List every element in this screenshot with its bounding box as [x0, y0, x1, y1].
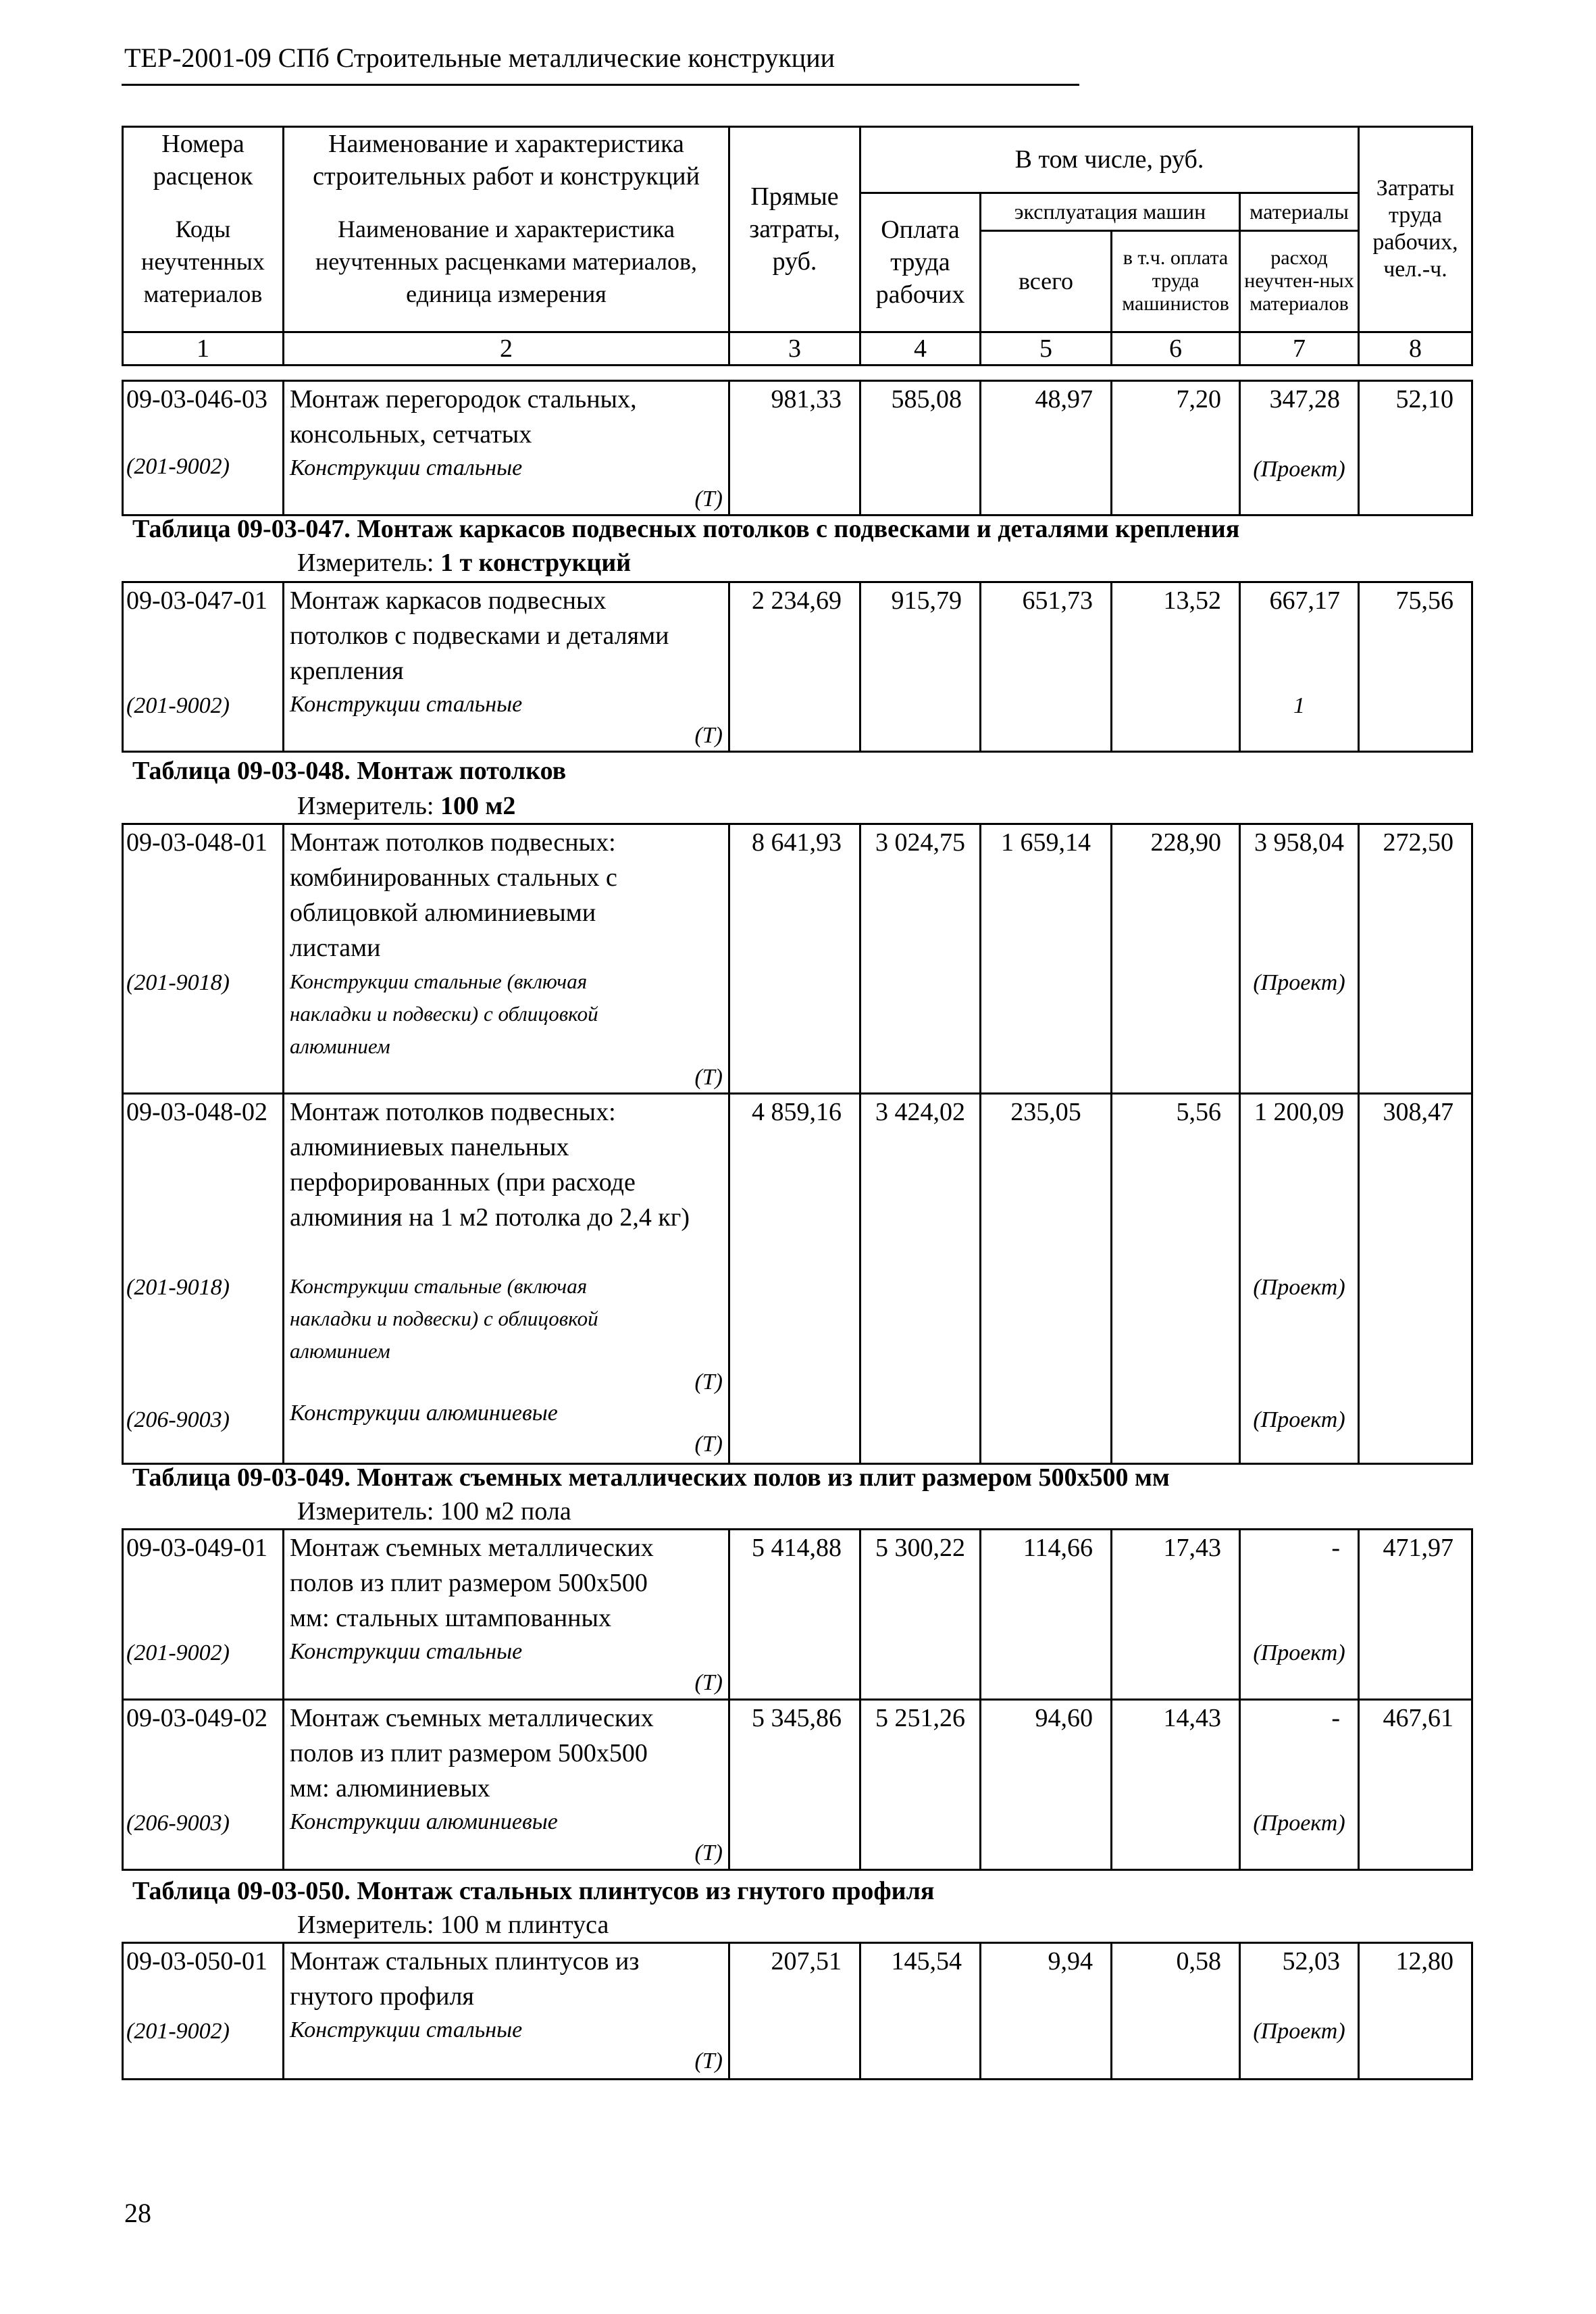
material-name-line: алюминием — [290, 1339, 390, 1363]
value-machine-labor: 0,58 — [1112, 1943, 1240, 2080]
rate-code-cell — [123, 582, 284, 752]
rate-name-line: Монтаж стальных плинтусов из — [290, 1947, 640, 1976]
measure-050 — [297, 1909, 609, 1940]
rate-code: 09-03-046-03 — [126, 385, 267, 413]
rate-code: 09-03-048-01 — [126, 828, 267, 857]
col-num-6: 6 — [1112, 332, 1240, 365]
materials-cell — [1240, 824, 1359, 1094]
measure-value: 100 м2 — [440, 792, 516, 820]
value-labor: 3 424,02 — [860, 1094, 981, 1464]
rate-name-cell — [284, 381, 729, 515]
col-num-8: 8 — [1359, 332, 1472, 365]
table-row — [123, 1700, 1472, 1870]
material-name: Конструкции стальные — [290, 455, 523, 480]
rate-name-line: листами — [290, 934, 381, 962]
value-hours: 467,61 — [1359, 1700, 1472, 1870]
material-project: (Проект) — [1253, 1811, 1345, 1836]
material-code: (201-9002) — [126, 693, 230, 718]
header-code-top: Номера расценок — [123, 127, 284, 193]
value-materials: - — [1331, 1704, 1340, 1732]
rate-name-line: крепления — [290, 657, 404, 685]
header-name-top: Наименование и характеристика строительных работ и конструкций — [284, 127, 729, 193]
value-direct: 8 641,93 — [729, 824, 860, 1094]
materials-cell — [1240, 582, 1359, 752]
col-num-1: 1 — [123, 332, 284, 365]
value-machines: 1 659,14 — [981, 824, 1112, 1094]
rate-name-line: Монтаж потолков подвесных: — [290, 828, 616, 857]
value-labor: 145,54 — [860, 1943, 981, 2080]
rate-name-cell — [284, 1094, 729, 1464]
measure-047 — [297, 547, 631, 578]
measure-label: Измеритель: — [297, 1497, 434, 1526]
measure-label: Измеритель: — [297, 792, 434, 820]
rate-code: 09-03-049-02 — [126, 1704, 267, 1732]
rate-code-cell — [123, 824, 284, 1094]
rate-table-049 — [122, 1528, 1473, 1871]
table-row — [123, 1530, 1472, 1700]
value-machine-labor: 5,56 — [1112, 1094, 1240, 1464]
material-name-line: накладки и подвески) с облицовкой — [290, 1002, 598, 1026]
measure-label: Измеритель: — [297, 1911, 434, 1939]
rate-name-cell — [284, 1530, 729, 1700]
material-code: (206-9003) — [126, 1811, 230, 1836]
value-materials: - — [1331, 1534, 1340, 1562]
header-labor-pay: Оплата труда рабочих — [860, 193, 981, 332]
t-mark: (Т) — [694, 2048, 723, 2073]
value-direct: 207,51 — [729, 1943, 860, 2080]
rate-code-cell — [123, 1094, 284, 1464]
header-machines-total: всего — [981, 230, 1112, 332]
value-hours: 75,56 — [1359, 582, 1472, 752]
table-title-049: Таблица 09-03-049. Монтаж съемных металлических полов из плит размером 500х500 мм — [132, 1463, 1170, 1492]
table-title-050: Таблица 09-03-050. Монтаж стальных плинтусов из гнутого профиля — [132, 1877, 935, 1905]
rate-code: 09-03-048-02 — [126, 1098, 267, 1126]
rate-name-cell — [284, 582, 729, 752]
page-number: 28 — [124, 2198, 151, 2228]
rate-name-line: алюминия на 1 м2 потолка до 2,4 кг) — [290, 1203, 690, 1232]
rate-name-line: потолков с подвесками и деталями — [290, 622, 669, 650]
rate-table-050 — [122, 1942, 1473, 2080]
table-row — [123, 824, 1472, 1094]
rate-code-cell — [123, 381, 284, 515]
material-quantity: 1 — [1293, 693, 1305, 718]
materials-cell — [1240, 1943, 1359, 2080]
material-name-2: Конструкции алюминиевые — [290, 1401, 558, 1426]
rate-name-cell — [284, 1700, 729, 1870]
t-mark: (Т) — [694, 723, 723, 748]
table-title-047: Таблица 09-03-047. Монтаж каркасов подвесных потолков с подвесками и деталями крепления — [132, 515, 1240, 543]
t-mark: (Т) — [694, 1840, 723, 1865]
rate-name-line: консольных, сетчатых — [290, 420, 532, 449]
rate-name-line: полов из плит размером 500х500 — [290, 1569, 648, 1597]
rate-code-cell — [123, 1943, 284, 2080]
col-num-4: 4 — [860, 332, 981, 365]
rate-name-line: Монтаж потолков подвесных: — [290, 1098, 616, 1126]
rate-table-046 — [122, 380, 1473, 516]
header-materials: материалы — [1240, 193, 1359, 230]
value-hours: 272,50 — [1359, 824, 1472, 1094]
value-labor: 585,08 — [860, 381, 981, 515]
rate-name-line: мм: стальных штампованных — [290, 1604, 612, 1632]
value-machine-labor: 228,90 — [1112, 824, 1240, 1094]
value-materials: 1 200,09 — [1254, 1098, 1344, 1126]
value-labor: 915,79 — [860, 582, 981, 752]
value-machines: 9,94 — [981, 1943, 1112, 2080]
header-machines: эксплуатация машин — [981, 193, 1240, 230]
rate-name-line: комбинированных стальных с — [290, 863, 617, 892]
header-direct-costs: Прямые затраты, руб. — [729, 127, 860, 332]
rate-table-047 — [122, 581, 1473, 753]
header-including: В том числе, руб. — [860, 127, 1359, 193]
rate-name-line: облицовкой алюминиевыми — [290, 899, 596, 927]
material-code: (201-9002) — [126, 1640, 230, 1665]
col-num-5: 5 — [981, 332, 1112, 365]
header-code-bottom: Коды неучтенных материалов — [123, 193, 284, 332]
rate-name-line: Монтаж перегородок стальных, — [290, 385, 637, 413]
col-num-3: 3 — [729, 332, 860, 365]
value-direct: 5 345,86 — [729, 1700, 860, 1870]
material-project: (Проект) — [1253, 1640, 1345, 1665]
value-direct: 5 414,88 — [729, 1530, 860, 1700]
value-machine-labor: 14,43 — [1112, 1700, 1240, 1870]
value-materials: 667,17 — [1269, 586, 1340, 615]
value-hours: 308,47 — [1359, 1094, 1472, 1464]
value-direct: 981,33 — [729, 381, 860, 515]
value-hours: 52,10 — [1359, 381, 1472, 515]
rate-name-line: Монтаж съемных металлических — [290, 1534, 654, 1562]
material-code: (201-9002) — [126, 454, 230, 479]
value-materials: 3 958,04 — [1254, 828, 1344, 857]
rate-table-048 — [122, 823, 1473, 1465]
t-mark: (Т) — [694, 1432, 723, 1457]
value-machine-labor: 17,43 — [1112, 1530, 1240, 1700]
measure-048 — [297, 790, 515, 822]
material-code-2: (206-9003) — [126, 1407, 230, 1432]
value-direct: 4 859,16 — [729, 1094, 860, 1464]
value-hours: 12,80 — [1359, 1943, 1472, 2080]
table-row — [123, 381, 1472, 515]
value-materials: 52,03 — [1282, 1947, 1340, 1976]
t-mark: (Т) — [694, 1369, 723, 1394]
material-name: Конструкции стальные — [290, 2017, 523, 2042]
value-materials: 347,28 — [1269, 385, 1340, 413]
value-machines: 48,97 — [981, 381, 1112, 515]
t-mark: (Т) — [694, 1670, 723, 1695]
table-row — [123, 582, 1472, 752]
rate-name-line: Монтаж съемных металлических — [290, 1704, 654, 1732]
value-machine-labor: 7,20 — [1112, 381, 1240, 515]
material-name: Конструкции стальные — [290, 692, 523, 717]
column-header-table — [122, 126, 1473, 366]
materials-cell — [1240, 1094, 1359, 1464]
value-labor: 5 251,26 — [860, 1700, 981, 1870]
col-num-2: 2 — [284, 332, 729, 365]
rate-code: 09-03-047-01 — [126, 586, 267, 615]
rate-name-line: алюминиевых панельных — [290, 1133, 569, 1161]
material-project-2: (Проект) — [1253, 1407, 1345, 1432]
materials-cell — [1240, 1530, 1359, 1700]
material-code: (201-9018) — [126, 1275, 230, 1300]
material-name-line: Конструкции стальные (включая — [290, 1274, 588, 1298]
rate-name-line: мм: алюминиевых — [290, 1774, 490, 1803]
col-num-7: 7 — [1240, 332, 1359, 365]
t-mark: (Т) — [694, 1065, 723, 1090]
value-machines: 235,05 — [981, 1094, 1112, 1464]
measure-value: 1 т конструкций — [440, 549, 632, 577]
material-name: Конструкции стальные — [290, 1639, 523, 1664]
table-row — [123, 1094, 1472, 1464]
value-machine-labor: 13,52 — [1112, 582, 1240, 752]
header-name-bottom: Наименование и характеристика неучтенных расценками материалов, единица измерения — [284, 193, 729, 332]
rate-name-line: перфорированных (при расходе — [290, 1168, 636, 1197]
value-direct: 2 234,69 — [729, 582, 860, 752]
rate-code: 09-03-050-01 — [126, 1947, 267, 1976]
document-header: ТЕР-2001-09 СПб Строительные металлические конструкции — [124, 43, 835, 73]
value-labor: 3 024,75 — [860, 824, 981, 1094]
material-project: (Проект) — [1253, 2019, 1345, 2044]
rate-name-line: гнутого профиля — [290, 1982, 474, 2011]
rate-name-line: Монтаж каркасов подвесных — [290, 586, 607, 615]
rate-name-cell — [284, 824, 729, 1094]
material-name: Конструкции алюминиевые — [290, 1809, 558, 1834]
table-title-048: Таблица 09-03-048. Монтаж потолков — [132, 757, 567, 785]
value-machines: 114,66 — [981, 1530, 1112, 1700]
rate-code-cell — [123, 1700, 284, 1870]
materials-cell — [1240, 1700, 1359, 1870]
value-machines: 94,60 — [981, 1700, 1112, 1870]
rate-name-cell — [284, 1943, 729, 2080]
t-mark: (Т) — [694, 486, 723, 511]
material-code: (201-9018) — [126, 970, 230, 995]
material-code: (201-9002) — [126, 2019, 230, 2044]
header-rule — [122, 84, 1079, 86]
material-project: (Проект) — [1253, 970, 1345, 995]
header-machines-labor: в т.ч. оплата труда машинистов — [1112, 230, 1240, 332]
header-labor-hours: Затраты труда рабочих, чел.-ч. — [1359, 127, 1472, 332]
measure-label: Измеритель: — [297, 549, 434, 577]
measure-value: 100 м2 пола — [440, 1497, 571, 1526]
materials-cell — [1240, 381, 1359, 515]
value-hours: 471,97 — [1359, 1530, 1472, 1700]
header-materials-unaccounted: расход неучтен-ных материалов — [1240, 230, 1359, 332]
material-name-line: Конструкции стальные (включая — [290, 970, 588, 993]
material-project: (Проект) — [1253, 1275, 1345, 1300]
value-labor: 5 300,22 — [860, 1530, 981, 1700]
rate-name-line: полов из плит размером 500х500 — [290, 1739, 648, 1767]
value-machines: 651,73 — [981, 582, 1112, 752]
rate-code: 09-03-049-01 — [126, 1534, 267, 1562]
table-row — [123, 1943, 1472, 2080]
rate-code-cell — [123, 1530, 284, 1700]
material-name-line: алюминием — [290, 1034, 390, 1058]
material-project: (Проект) — [1253, 457, 1345, 482]
measure-value: 100 м плинтуса — [440, 1911, 609, 1939]
material-name-line: накладки и подвески) с облицовкой — [290, 1307, 598, 1330]
measure-049 — [297, 1496, 571, 1527]
